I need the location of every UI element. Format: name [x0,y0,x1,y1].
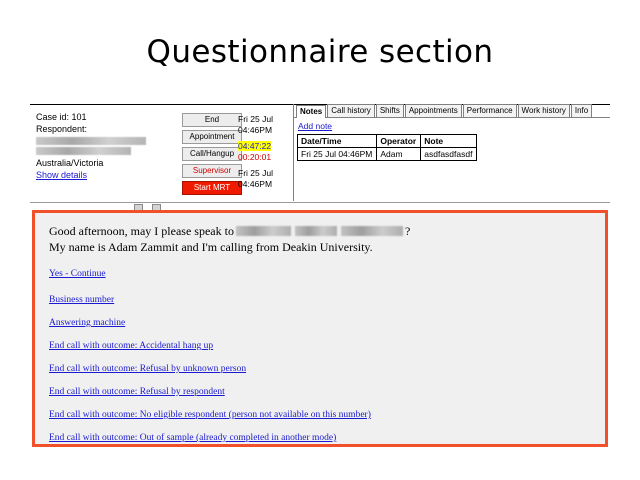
redacted-name-bar [36,137,146,145]
record-time: 04:46PM [238,179,273,189]
case-location: Australia/Victoria [36,158,104,168]
tab-work-history[interactable]: Work history [518,104,570,117]
tab-info[interactable]: Info [571,104,592,117]
questionnaire-script-panel [32,210,608,447]
add-note-link[interactable]: Add note [298,121,333,131]
tab-notes[interactable]: Notes [296,105,326,118]
application-screenshot [30,104,610,449]
show-details-link[interactable]: Show details [36,170,88,180]
table-row[interactable] [298,148,477,161]
tab-shifts[interactable]: Shifts [376,104,404,117]
elapsed-timer: 04:47:22 [238,141,272,151]
script-options-list [49,269,591,443]
case-id-label: Case id: 101 [36,112,87,122]
tab-performance[interactable]: Performance [463,104,517,117]
script-line-greeting [49,223,591,239]
option-out-of-sample[interactable]: End call with outcome: Out of sample (already completed in another mode) [49,433,337,443]
cell-operator: Adam [377,148,421,161]
panel-separator [30,202,610,210]
call-date: Fri 25 Jul [238,114,273,124]
notes-table [297,134,477,161]
redacted-firstname [295,226,337,236]
script-line-introduction: My name is Adam Zammit and I'm calling from Deakin University. [49,240,373,254]
call-action-buttons [182,113,242,198]
column-header-note: Note [421,135,477,148]
tab-call-history[interactable]: Call history [327,104,375,117]
call-timers [238,114,288,190]
redacted-phone-bar [36,147,131,155]
countdown-timer: 00:20:01 [238,152,272,162]
option-no-eligible-respondent[interactable]: End call with outcome: No eligible respondent (person not available on this number) [49,410,371,420]
record-date: Fri 25 Jul [238,168,273,178]
option-business-number[interactable]: Business number [49,295,115,305]
call-hangup-button[interactable]: Call/Hangup [182,147,242,161]
appointment-button[interactable]: Appointment [182,130,242,144]
info-tabs-panel [293,104,610,201]
script-greeting-text: Good afternoon, may I please speak to [49,224,234,238]
call-time: 04:46PM [238,125,273,135]
tab-strip [294,104,610,118]
option-answering-machine[interactable]: Answering machine [49,318,126,328]
redacted-title [236,226,291,236]
start-mrt-button[interactable]: Start MRT [182,181,242,195]
redacted-surname [341,226,403,236]
table-header-row [298,135,477,148]
column-header-operator: Operator [377,135,421,148]
page-title: Questionnaire section [146,34,494,70]
tab-appointments[interactable]: Appointments [405,104,462,117]
column-header-datetime: Date/Time [298,135,377,148]
respondent-label: Respondent: [36,124,88,134]
cell-datetime: Fri 25 Jul 04:46PM [298,148,377,161]
case-details-block [36,111,156,181]
option-accidental-hangup[interactable]: End call with outcome: Accidental hang up [49,341,214,351]
script-greeting-suffix: ? [404,224,411,238]
cell-note: asdfasdfasdf [421,148,477,161]
end-button[interactable]: End [182,113,242,127]
supervisor-button[interactable]: Supervisor [182,164,242,178]
option-refusal-by-respondent[interactable]: End call with outcome: Refusal by respondent [49,387,225,397]
option-refusal-unknown-person[interactable]: End call with outcome: Refusal by unknown person [49,364,247,374]
option-yes-continue[interactable]: Yes - Continue [49,269,106,279]
